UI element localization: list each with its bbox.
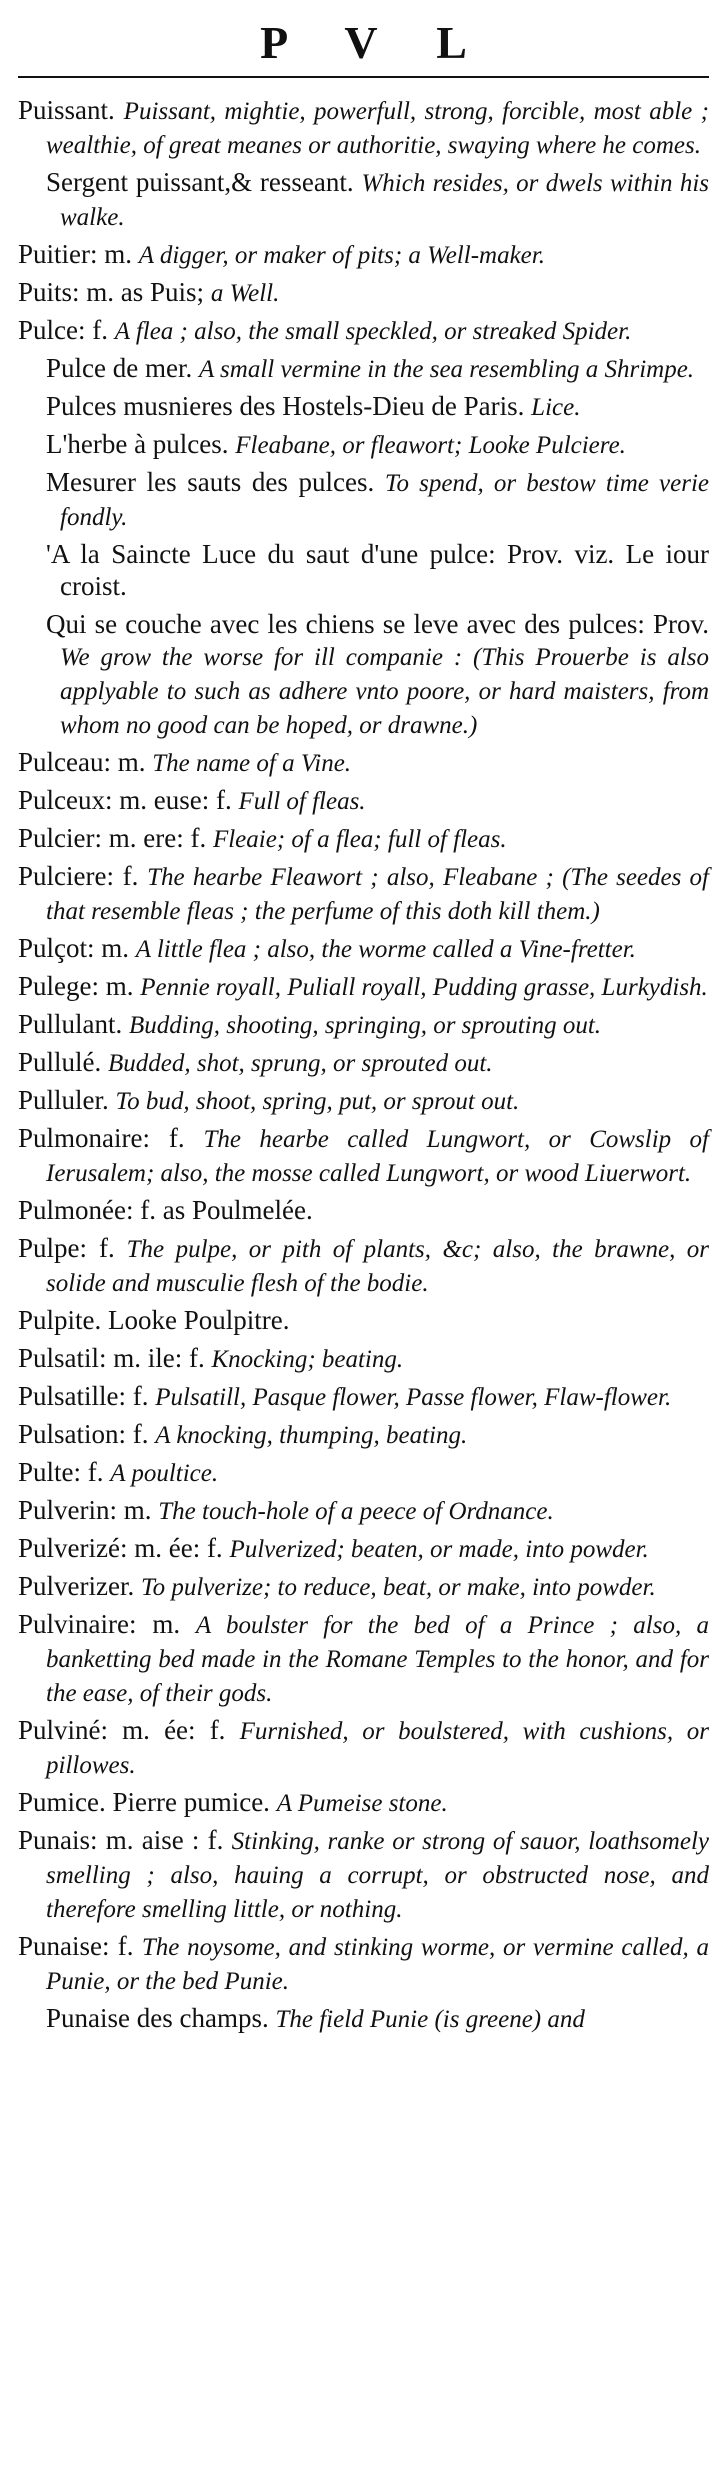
entry-headword: Punaise: — [18, 1931, 110, 1961]
entry-headword: Pulce: — [18, 315, 86, 345]
sub-entry — [18, 608, 709, 742]
entry-grammar: m. — [152, 1609, 181, 1639]
entry-definition: Puissant, mightie, powerfull, strong, forcible, most able ; wealthie, of great meanes or authoritie, swaying where he comes. — [46, 98, 709, 159]
entry-definition: The field Punie (is greene) and — [275, 2006, 585, 2033]
entry-definition: The touch-hole of a peece of Ordnance. — [158, 1498, 554, 1525]
entry-headword: Pulverizer. — [18, 1571, 135, 1601]
entry-grammar: f. — [87, 1457, 104, 1487]
entry-headword: Pumice. Pierre pumice. — [18, 1787, 270, 1817]
entry-grammar: m. ée: f. — [134, 1533, 223, 1563]
sub-entry — [18, 538, 709, 604]
entry-definition: A little flea ; also, the worme called a Vine-fretter. — [135, 936, 636, 963]
dictionary-entry — [18, 1570, 709, 1604]
dictionary-entry — [18, 1714, 709, 1782]
entry-headword: Pullulé. — [18, 1047, 102, 1077]
entry-grammar: Looke Poulpitre. — [108, 1305, 290, 1335]
entry-headword: Qui se couche avec les chiens se leve avec des pulces: — [46, 609, 645, 639]
entry-definition: A small vermine in the sea resembling a Shrimpe. — [198, 356, 695, 383]
dictionary-entry — [18, 1456, 709, 1490]
entry-grammar: m. — [105, 971, 134, 1001]
entry-headword: Puits: — [18, 277, 80, 307]
entry-headword: Puitier: — [18, 239, 98, 269]
entry-grammar: f. — [132, 1381, 149, 1411]
entry-definition: a Well. — [210, 280, 280, 307]
entry-grammar: m. as Puis; — [86, 277, 205, 307]
entry-definition: Lice. — [531, 394, 581, 421]
dictionary-entry — [18, 860, 709, 928]
dictionary-entry — [18, 1342, 709, 1376]
dictionary-entry — [18, 784, 709, 818]
entry-headword: Pulmonée: — [18, 1195, 134, 1225]
dictionary-entry — [18, 1608, 709, 1710]
entry-definition: The hearbe called Lungwort, or Cowslip of Ierusalem; also, the mosse called Lungwort, or wood Liuerwort. — [46, 1126, 710, 1187]
entry-headword: Pulceau: — [18, 747, 111, 777]
dictionary-entry — [18, 746, 709, 780]
dictionary-entry — [18, 1380, 709, 1414]
entry-definition: A flea ; also, the small speckled, or streaked Spider. — [114, 318, 632, 345]
entry-grammar: m. — [117, 747, 146, 777]
entry-grammar: m. ile: f. — [113, 1343, 205, 1373]
entry-definition: A poultice. — [110, 1460, 219, 1487]
entry-definition: Pulsatill, Pasque flower, Passe flower, Flaw-flower. — [155, 1384, 672, 1411]
entry-headword: Pulluler. — [18, 1085, 109, 1115]
sub-entry — [18, 352, 709, 386]
entry-grammar: m. — [101, 933, 130, 963]
entry-headword: Punaise des champs. — [46, 2003, 269, 2033]
sub-entry — [18, 390, 709, 424]
dictionary-entry — [18, 1008, 709, 1042]
dictionary-entry — [18, 932, 709, 966]
entry-headword: 'A la Saincte Luce du saut d'une pulce: — [46, 539, 496, 569]
running-head: P V L — [260, 17, 491, 68]
entry-headword: Pulverin: — [18, 1495, 117, 1525]
dictionary-entry — [18, 1418, 709, 1452]
sub-entry — [18, 428, 709, 462]
entry-headword: Pulege: — [18, 971, 99, 1001]
entry-definition: Fleaie; of a flea; full of fleas. — [212, 826, 507, 853]
entry-definition: Fleabane, or fleawort; Looke Pulciere. — [235, 432, 626, 459]
entry-definition: A digger, or maker of pits; a Well-maker. — [138, 242, 545, 269]
entry-definition: Furnished, or boulstered, with cushions, or pillowes. — [46, 1718, 709, 1779]
dictionary-entry — [18, 1494, 709, 1528]
entry-grammar: f. — [92, 315, 108, 345]
entry-grammar: f. — [132, 1419, 149, 1449]
entry-definition: We grow the worse for ill companie : (This Prouerbe is also applyable to such as adhere vnto poore, or hard maisters, from whom no good can be hoped, or drawne.) — [60, 644, 709, 739]
entry-grammar: f. — [122, 861, 139, 891]
entry-headword: L'herbe à pulces. — [46, 429, 229, 459]
entry-definition: Which resides, or dwels within his walke. — [60, 170, 710, 231]
entry-headword: Pulviné: — [18, 1715, 109, 1745]
dictionary-entry — [18, 1304, 709, 1338]
dictionary-entry — [18, 970, 709, 1004]
dictionary-entry — [18, 1084, 709, 1118]
dictionary-entry — [18, 238, 709, 272]
dictionary-entry — [18, 1194, 709, 1228]
dictionary-entry — [18, 94, 709, 162]
sub-entry — [18, 2002, 709, 2036]
entry-headword: Mesurer les sauts des pulces. — [46, 467, 375, 497]
entry-headword: Pulsation: — [18, 1419, 127, 1449]
entry-headword: Pulsatille: — [18, 1381, 126, 1411]
entry-list — [18, 94, 709, 2036]
dictionary-entry — [18, 1232, 709, 1300]
entry-definition: Pennie royall, Puliall royall, Pudding grasse, Lurkydish. — [140, 974, 708, 1001]
entry-definition: To bud, shoot, spring, put, or sprout out. — [115, 1088, 520, 1115]
entry-definition: A Pumeise stone. — [276, 1790, 448, 1817]
entry-grammar: f. — [117, 1931, 134, 1961]
dictionary-entry — [18, 314, 709, 348]
entry-headword: Pulce de mer. — [46, 353, 193, 383]
entry-grammar: m. — [104, 239, 133, 269]
dictionary-entry — [18, 1824, 709, 1926]
entry-definition: Full of fleas. — [238, 788, 366, 815]
entry-grammar: m. euse: f. — [119, 785, 232, 815]
dictionary-entry — [18, 276, 709, 310]
dictionary-entry — [18, 1046, 709, 1080]
entry-headword: Pulmonaire: — [18, 1123, 150, 1153]
entry-headword: Punais: — [18, 1825, 98, 1855]
entry-definition: Budded, shot, sprung, or sprouted out. — [108, 1050, 493, 1077]
sub-entry — [18, 166, 709, 234]
sub-entry — [18, 466, 709, 534]
entry-headword: Pulsatil: — [18, 1343, 107, 1373]
header-rule — [18, 76, 709, 78]
entry-grammar: f. — [168, 1123, 185, 1153]
entry-headword: Pulvinaire: — [18, 1609, 137, 1639]
entry-grammar: Prov. — [653, 609, 710, 639]
entry-definition: The hearbe Fleawort ; also, Fleabane ; (The seedes of that resemble fleas ; the perfume of this doth kill them.) — [46, 864, 710, 925]
entry-headword: Pullulant. — [18, 1009, 123, 1039]
dictionary-entry — [18, 1786, 709, 1820]
entry-definition: The noysome, and stinking worme, or vermine called, a Punie, or the bed Punie. — [46, 1934, 709, 1995]
entry-grammar: Prov. viz. Le iour croist. — [60, 539, 709, 601]
entry-headword: Pulte: — [18, 1457, 82, 1487]
entry-grammar: m. ée: f. — [122, 1715, 226, 1745]
entry-definition: Knocking; beating. — [211, 1346, 404, 1373]
entry-definition: To pulverize; to reduce, beat, or make, into powder. — [140, 1574, 656, 1601]
entry-definition: The pulpe, or pith of plants, &c; also, the brawne, or solide and musculie flesh of the bodie. — [46, 1236, 710, 1297]
entry-grammar: m. — [123, 1495, 152, 1525]
dictionary-entry — [18, 1532, 709, 1566]
dictionary-entry — [18, 1930, 709, 1998]
entry-headword: Pulpite. — [18, 1305, 102, 1335]
entry-grammar: f. as Poulmelée. — [140, 1195, 313, 1225]
entry-definition: A boulster for the bed of a Prince ; also, a banketting bed made in the Romane Temples to the honor, and for the ease, of their gods. — [46, 1612, 710, 1707]
dictionary-entry — [18, 822, 709, 856]
entry-headword: Sergent puissant,& resseant. — [46, 167, 354, 197]
entry-grammar: m. aise : f. — [105, 1825, 224, 1855]
entry-headword: Pulcier: — [18, 823, 102, 853]
entry-definition: Stinking, ranke or strong of sauor, loathsomely smelling ; also, hauing a corrupt, or obstructed nose, and therefore smelling little, or nothing. — [46, 1828, 710, 1923]
entry-definition: To spend, or bestow time verie fondly. — [60, 470, 710, 531]
entry-headword: Pulces musnieres des Hostels-Dieu de Paris. — [46, 391, 525, 421]
entry-headword: Puissant. — [18, 95, 115, 125]
dictionary-entry — [18, 1122, 709, 1190]
entry-definition: A knocking, thumping, beating. — [155, 1422, 468, 1449]
entry-headword: Pulpe: — [18, 1233, 88, 1263]
entry-headword: Pulceux: — [18, 785, 113, 815]
entry-definition: The name of a Vine. — [152, 750, 352, 777]
entry-definition: Budding, shooting, springing, or sprouting out. — [129, 1012, 602, 1039]
entry-grammar: f. — [98, 1233, 115, 1263]
entry-headword: Pulciere: — [18, 861, 114, 891]
entry-headword: Pulverizé: — [18, 1533, 128, 1563]
entry-definition: Pulverized; beaten, or made, into powder. — [229, 1536, 649, 1563]
entry-headword: Pulçot: — [18, 933, 95, 963]
entry-grammar: m. ere: f. — [108, 823, 207, 853]
